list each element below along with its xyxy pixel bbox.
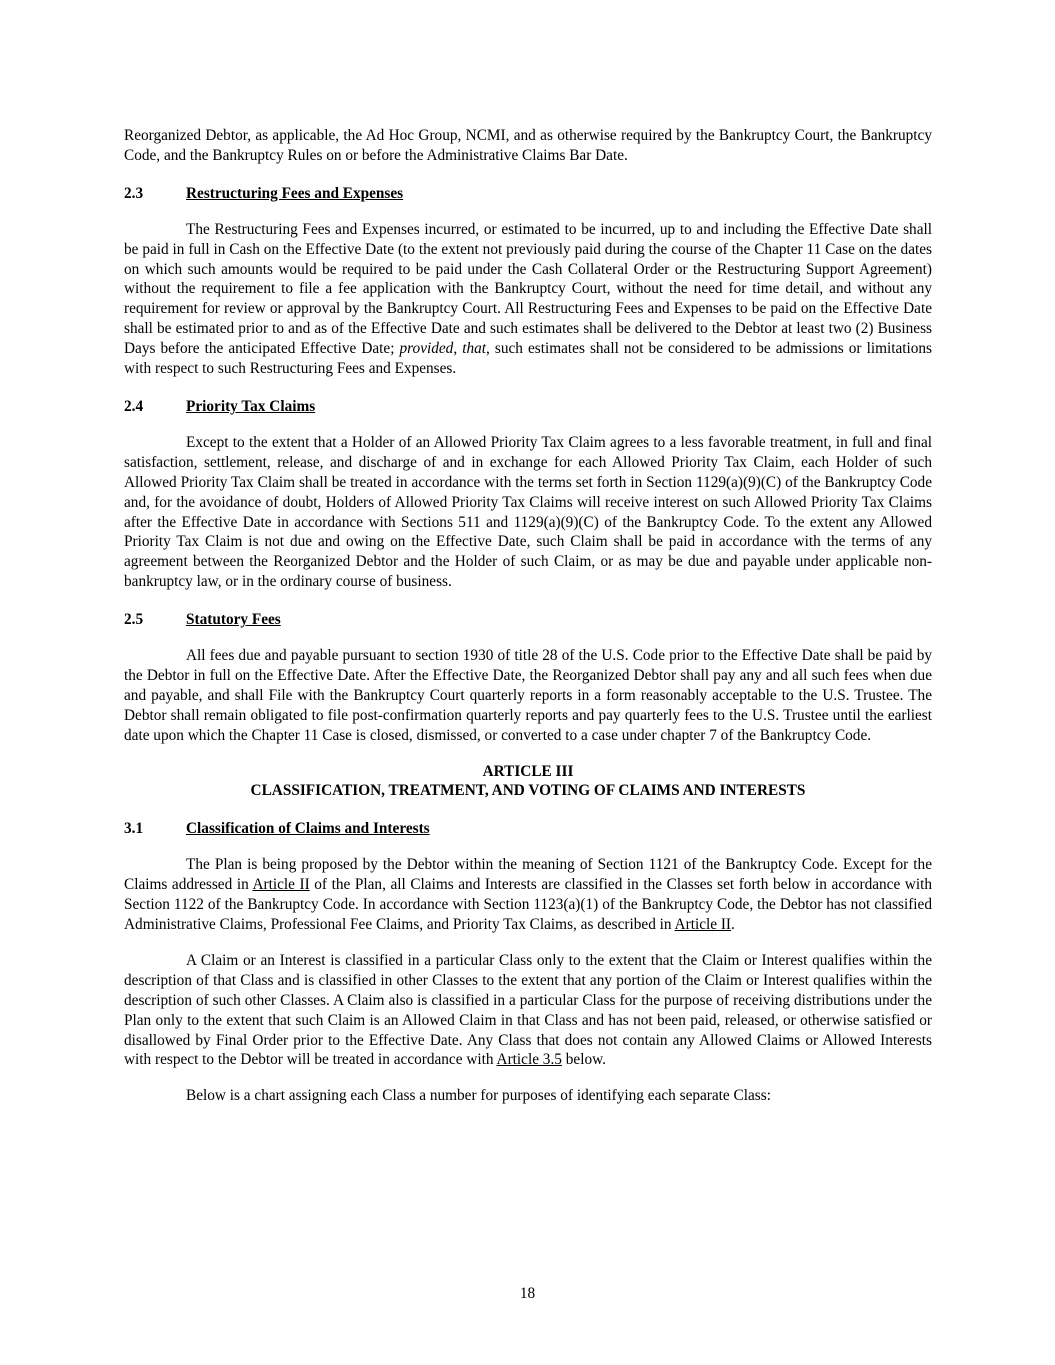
section-2-3-paragraph [124, 220, 932, 379]
section-title: Classification of Claims and Interests [186, 820, 430, 838]
section-2-5-heading [124, 610, 932, 630]
section-3-1-paragraph-1 [124, 855, 932, 935]
intro-paragraph: Reorganized Debtor, as applicable, the Ad Hoc Group, NCMI, and as otherwise required by the Bankruptcy Court, the Bankruptcy Code, and the Bankruptcy Rules on or before the Administrative Claims Bar Date. [124, 127, 932, 164]
text-run: A Claim or an Interest is classified in a particular Class only to the extent that the Claim or Interest qualifies within the description of that Class and is classified in other Classes to the extent that any portion of the Claim or Interest qualifies within the description of such other Classes. A Claim also is classified in a particular Class for the purpose of receiving distributions under the Plan only to the extent that such Claim is an Allowed Claim in that Class and has not been paid, released, or otherwise satisfied or disallowed by Final Order prior to the Effective Date. Any Class that does not contain any Allowed Claims or Allowed Interests with respect to the Debtor will be treated in accordance with [124, 951, 932, 1069]
section-2-5-paragraph: All fees due and payable pursuant to section 1930 of title 28 of the U.S. Code prior to the Effective Date shall be paid by the Debtor in full on the Effective Date. After the Effective Date, the Reorganized Debtor shall pay any and all such fees when due and payable, and shall File with the Bankruptcy Court quarterly reports in a form reasonably acceptable to the U.S. Trustee. The Debtor shall remain obligated to file post-confirmation quarterly reports and pay quarterly fees to the U.S. Trustee until the earliest date upon which the Chapter 11 Case is closed, dismissed, or converted to a case under chapter 7 of the Bankruptcy Code. [124, 647, 932, 744]
section-number: 3.1 [124, 820, 144, 838]
section-number: 2.4 [124, 397, 144, 415]
section-2-4-heading [124, 397, 932, 417]
text-run: of the Plan, all Claims and Interests are classified in the Classes set forth below in accordance with Section 1122 of the Bankruptcy Code. In accordance with Section 1123(a)(1) of the Bankruptcy Code, the Debtor has not classified Administrative Claims, Professional Fee Claims, and Priority Tax Claims, as described in [124, 876, 933, 933]
text-run: . [731, 916, 735, 933]
section-2-4-paragraph: Except to the extent that a Holder of an Allowed Priority Tax Claim agrees to a less favorable treatment, in full and final satisfaction, settlement, release, and discharge of and in exchange for each Allowed Priority Tax Claim, each Holder of such Allowed Priority Tax Claim shall be treated in accordance with the terms set forth in Section 1129(a)(9)(C) of the Bankruptcy Code and, for the avoidance of doubt, Holders of Allowed Priority Tax Claims will receive interest on such Allowed Priority Tax Claims after the Effective Date in accordance with Sections 511 and 1129(a)(9)(C) of the Bankruptcy Code. To the extent any Allowed Priority Tax Claim is not due and owing on the Effective Date, such Claim shall be paid in accordance with the terms of any agreement between the Reorganized Debtor and the Holder of such Claim, or as may be due and payable under applicable non-bankruptcy law, or in the ordinary course of business. [124, 433, 932, 591]
article-label: ARTICLE III [482, 762, 574, 780]
article-ii-link[interactable]: Article II [252, 876, 310, 894]
section-title: Priority Tax Claims [186, 397, 316, 415]
text-run: , such estimates shall not be considered to be admissions or limitations with respect to such Restructuring Fees and Expenses. [124, 340, 933, 378]
section-2-3-heading [124, 184, 932, 204]
article-ii-link[interactable]: Article II [674, 916, 732, 933]
section-title: Restructuring Fees and Expenses [186, 184, 404, 202]
section-3-1-paragraph-2 [124, 951, 932, 1070]
text-run: , [453, 340, 463, 358]
section-3-1-heading [124, 819, 932, 839]
article-3-5-link[interactable]: Article 3.5 [496, 1051, 562, 1069]
section-3-1-paragraph-3: Below is a chart assigning each Class a number for purposes of identifying each separate Class: [186, 1087, 771, 1105]
article-heading [124, 762, 932, 802]
article-title: CLASSIFICATION, TREATMENT, AND VOTING OF CLAIMS AND INTERESTS [250, 782, 806, 800]
document-page [124, 126, 932, 1106]
italic-that: that [462, 340, 487, 358]
text-run: The Plan is being proposed by the Debtor within the meaning of Section 1121 of the Bankruptcy Code. Except for the Claims addressed in [124, 856, 932, 894]
text-run: The Restructuring Fees and Expenses incurred, or estimated to be incurred, up to and including the Effective Date shall be paid in full in Cash on the Effective Date (to the extent not previously paid during the course of the Chapter 11 Case on the dates on which such amounts would be required to be paid under the Cash Collateral Order or the Restructuring Support Agreement) without the requirement to file a fee application with the Bankruptcy Court, without the need for time detail, and without any requirement for review or approval by the Bankruptcy Court. All Restructuring Fees and Expenses to be paid on the Effective Date shall be estimated prior to and as of the Effective Date and such estimates shall be delivered to the Debtor at least two (2) Business Days before the anticipated Effective Date; [124, 220, 932, 358]
page-number: 18 [519, 1285, 536, 1302]
italic-provided: provided [399, 340, 454, 358]
section-number: 2.3 [124, 184, 144, 202]
text-run: below. [561, 1051, 606, 1069]
section-title: Statutory Fees [186, 611, 281, 629]
section-number: 2.5 [124, 611, 144, 629]
